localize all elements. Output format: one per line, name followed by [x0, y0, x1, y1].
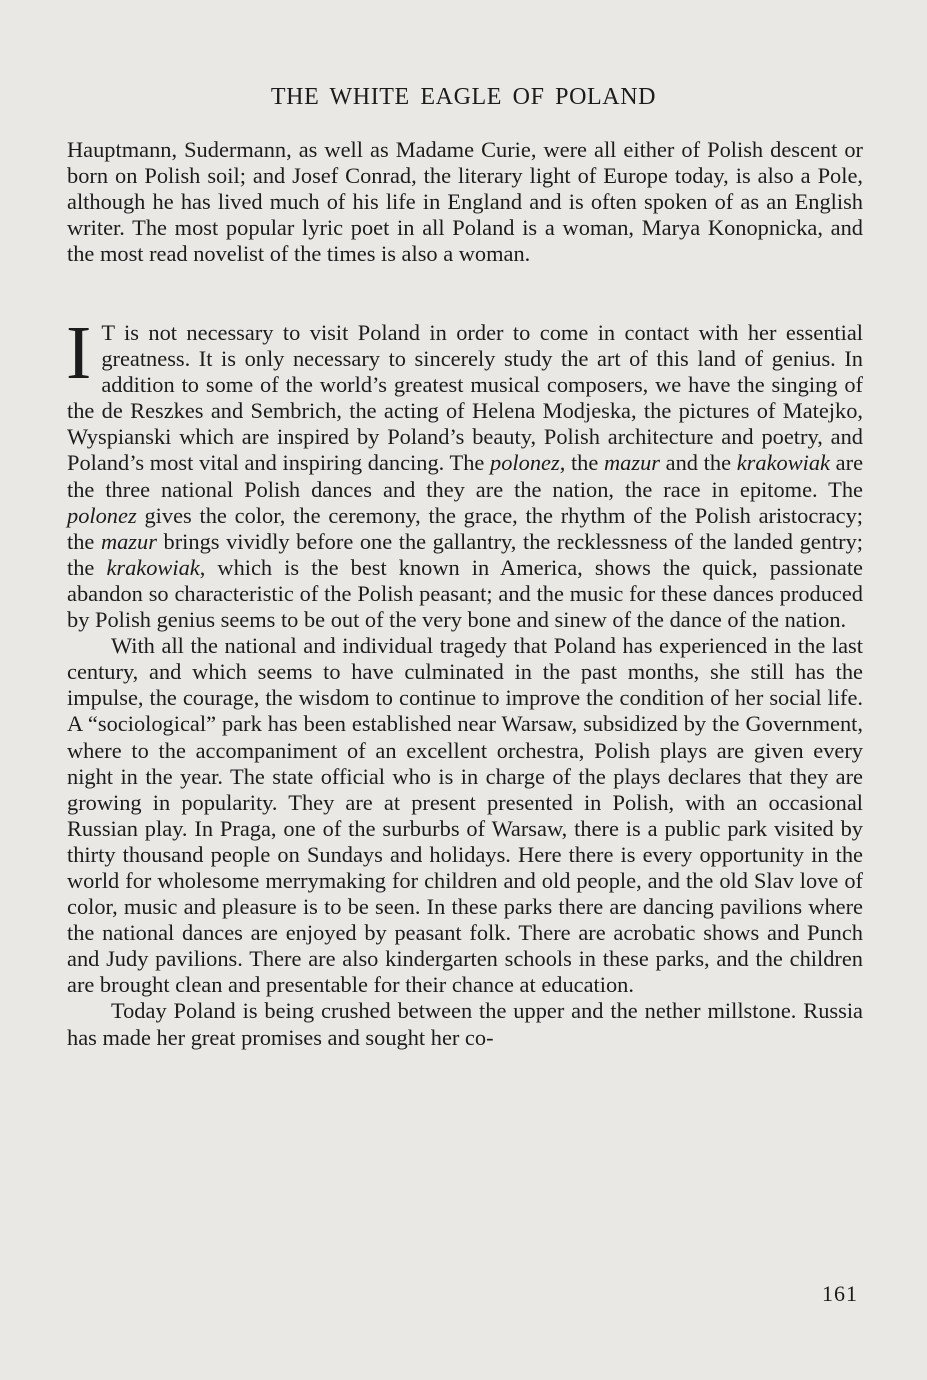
body-text-top [67, 137, 863, 267]
paragraph-dances [66, 311, 864, 633]
running-head: THE WHITE EAGLE OF POLAND [270, 84, 657, 110]
body-text-main [66, 311, 864, 1051]
drop-cap-initial: I [66, 311, 92, 395]
paragraph-sociological-park: With all the national and individual tragedy that Poland has experienced in the last century, and which seems to have culminated in the past months, she still has the impulse, the courage, the wisdom to continue to improve the condition of her social life. A “sociological” park has been established near Warsaw, subsidized by the Government, where to the accompaniment of an excellent orchestra, Polish plays are given every night in the year. The state official who is in charge of the plays declares that they are growing in popularity. They are at present presented in Polish, with an occasional Russian play. In Praga, one of the surburbs of Warsaw, there is a public park visited by thirty thousand people on Sundays and holidays. Here there is every opportunity in the world for wholesome merrymaking for children and old people, and the old Slav love of color, music and pleasure is to be seen. In these parks there are dancing pavilions where the national dances are enjoyed by peasant folk. There are acrobatic shows and Punch and Judy pavilions. There are also kindergarten schools in these parks, and the children are brought clean and presentable for their chance at education. [67, 633, 863, 998]
text-run: brings vividly before one the gallantry, the recklessness of the landed gentry; the [67, 528, 863, 580]
italic-term-polonez: polonez [490, 450, 560, 476]
italic-term-mazur: mazur [100, 528, 157, 554]
italic-term-polonez: polonez [67, 502, 137, 528]
text-run: T is not necessary to visit Poland in order to come in contact with her essential greatness. It is only necessary to sincerely study the art of this land of genius. In addition to some of the world’s greatest musical composers, we have the singing of the de Reszkes and Sembrich, the acting of Helena Modjeska, the pictures of Matejko, Wyspianski which are inspired by Poland’s beauty, Polish architecture and poetry, and Poland’s most vital and inspiring dancing. The [67, 320, 863, 476]
text-run: , which is the best known in America, shows the quick, passionate abandon so characteristic of the Polish peasant; and the music for these dances produced by Polish genius seems to be out of the very bone and sinew of the dance of the nation. [67, 554, 863, 633]
italic-term-krakowiak: krakowiak [736, 450, 830, 476]
text-run: are the three national Polish dances and they are the nation, the race in epitome. The [67, 450, 864, 502]
text-run: , the [559, 450, 604, 476]
italic-term-mazur: mazur [604, 450, 660, 476]
text-run: gives the color, the ceremony, the grace, the rhythm of the Polish aristocracy; the [67, 502, 863, 554]
page-number: 161 [822, 1281, 858, 1306]
paragraph-today-poland: Today Poland is being crushed between the upper and the nether millstone. Russia has made her great promises and sought her co- [67, 998, 863, 1050]
text-run: and the [660, 450, 737, 476]
italic-term-krakowiak: krakowiak [106, 554, 200, 580]
paragraph-continued: Hauptmann, Sudermann, as well as Madame Curie, were all either of Polish descent or born on Polish soil; and Josef Conrad, the literary light of Europe today, is also a Pole, although he has lived much of his life in England and is often spoken of as an English writer. The most popular lyric poet in all Poland is a woman, Marya Konopnicka, and the most read novelist of the times is also a woman. [67, 137, 863, 267]
